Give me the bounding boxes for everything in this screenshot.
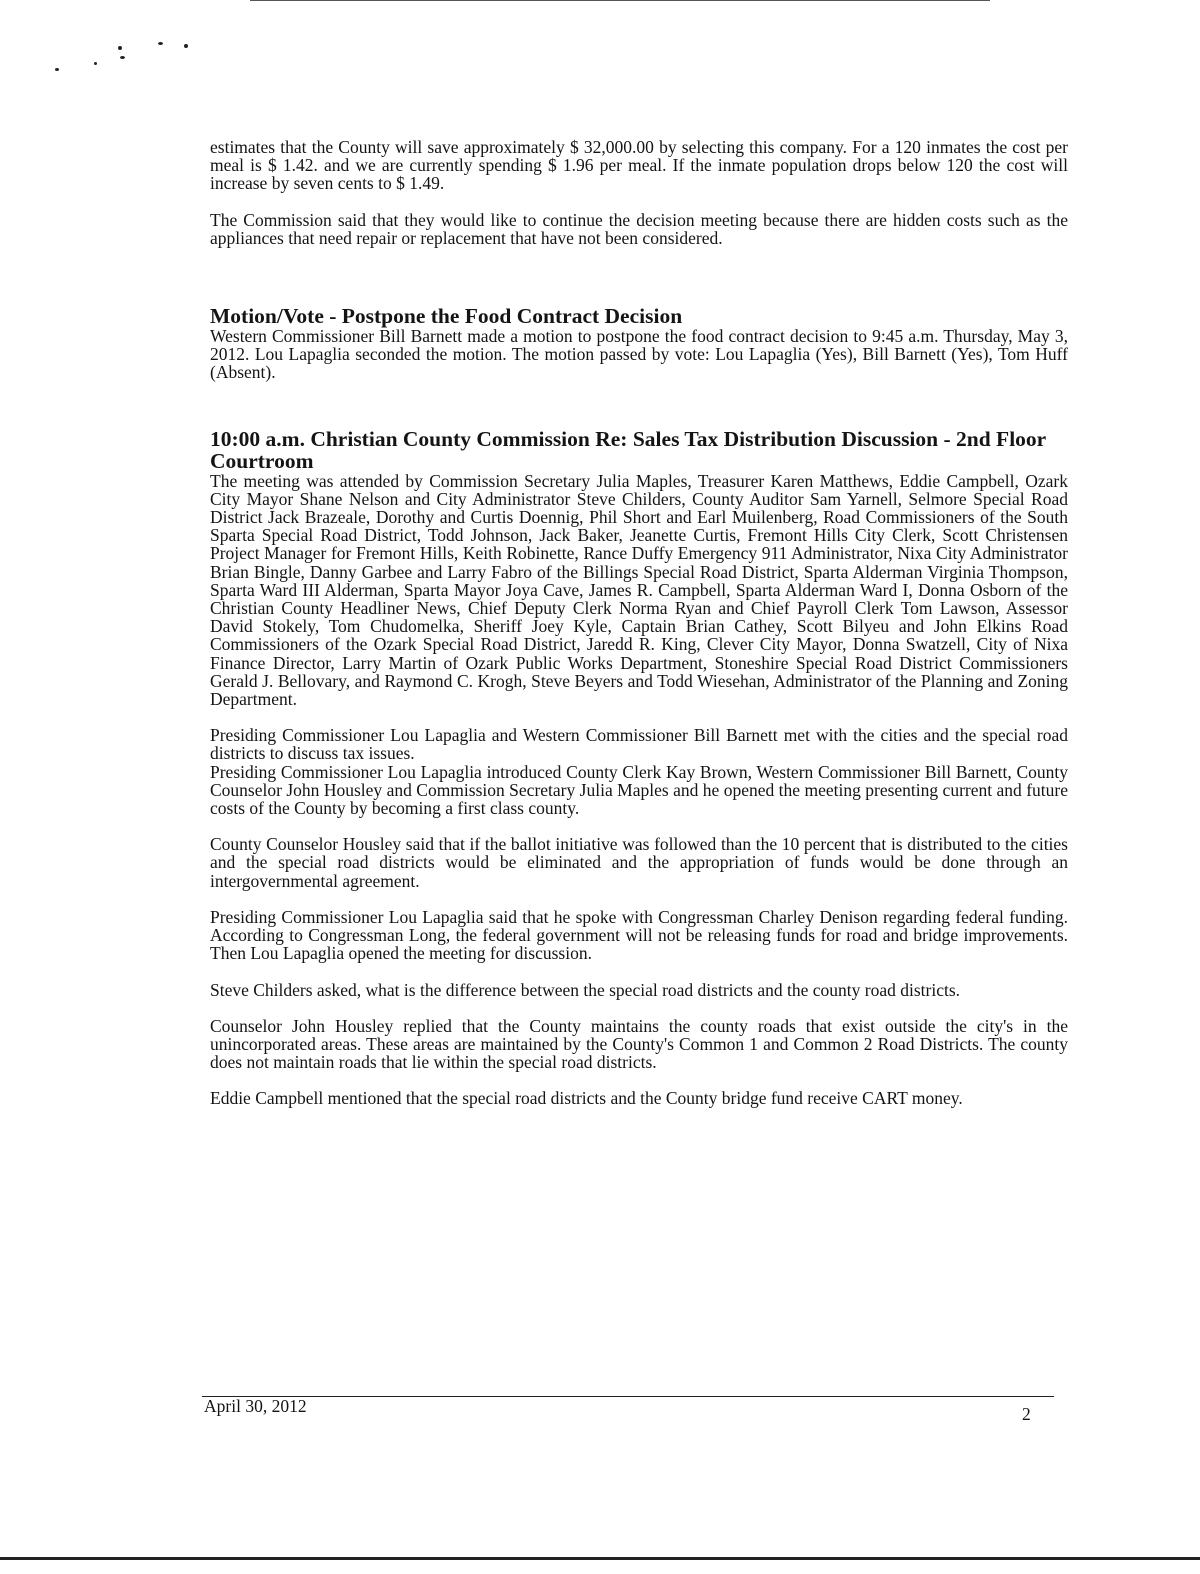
meeting-paragraph-reply: Counselor John Housley replied that the County maintains the county roads that exist outside the city's in the unincorporated areas. These areas are maintained by the County's Common 1 and Common 2 Road Districts. The county does not maintain roads that lie within the special road districts.	[210, 1015, 1068, 1073]
scan-speck	[120, 56, 125, 59]
bottom-edge-rule	[0, 1557, 1200, 1560]
scan-speck	[94, 62, 97, 65]
attendees-paragraph: The meeting was attended by Commission Secretary Julia Maples, Treasurer Karen Matthews, Eddie Campbell, Ozark City Mayor Shane Nelson and City Administrator Steve Childers, County Auditor Sam Yarnell, Selmore Special Road District Jack Brazeale, Dorothy and Curtis Doennig, Phil Short and Earl Muilenberg, Road Commissioners of the South Sparta Special Road District, Todd Johnson, Jack Baker, Jeanette Curtis, Fremont Hills City Clerk, Scott Christensen Project Manager for Fremont Hills, Keith Robinette, Rance Duffy Emergency 911 Administrator, Nixa City Administrator Brian Bingle, Danny Garbee and Larry Fabro of the Billings Special Road District, Sparta Alderman Virginia Thompson, Sparta Ward III Alderman, Sparta Mayor Joya Cave, James R. Campbell, Sparta Alderman Ward I, Donna Osborn of the Christian County Headliner News, Chief Deputy Clerk Norma Ryan and Chief Payroll Clerk Tom Lawson, Assessor David Stokely, Tom Chudomelka, Sheriff Joey Kyle, Captain Brian Cathey, Scott Bilyeu and John Elkins Road Commissioners of the Ozark Special Road District, Jaredd R. King, Clever City Mayor, Donna Swatzell, City of Nixa Finance Director, Larry Martin of Ozark Public Works Department, Stoneshire Special Road District Commissioners Gerald J. Bellovary, and Raymond C. Krogh, Steve Beyers and Todd Wiesehan, Administrator of the Planning and Zoning Department.	[210, 470, 1068, 710]
meeting-paragraph-federal-funding: Presiding Commissioner Lou Lapaglia said that he spoke with Congressman Charley Denison regarding federal funding. According to Congressman Long, the federal government will not be releasing funds for road and bridge improvements. Then Lou Lapaglia opened the meeting for discussion.	[210, 906, 1068, 964]
top-edge-rule	[250, 0, 990, 1]
scan-speck	[158, 42, 163, 45]
page-number: 2	[1022, 1404, 1031, 1424]
meeting-paragraph-ballot: County Counselor Housley said that if the ballot initiative was followed than the 10 percent that is distributed to the cities and the special road districts would be eliminated and the appropriation of funds would be done through an intergovernmental agreement.	[210, 834, 1068, 891]
scan-speck	[184, 44, 188, 48]
meeting-paragraph-intro: Presiding Commissioner Lou Lapaglia and Western Commissioner Bill Barnett met with the cities and the special road districts to discuss tax issues.	[210, 725, 1068, 764]
scan-speck	[55, 68, 59, 71]
meeting-heading: 10:00 a.m. Christian County Commission Re: Sales Tax Distribution Discussion - 2nd Floor Courtroom	[210, 426, 1046, 473]
intro-paragraph-hidden-costs: The Commission said that they would like to continue the decision meeting because there are hidden costs such as the appliances that need repair or replacement that have not been considered.	[210, 209, 1068, 248]
footer-rule	[202, 1396, 1054, 1397]
intro-paragraph-cost-estimate: estimates that the County will save approximately $ 32,000.00 by selecting this company. For a 120 inmates the cost per meal is $ 1.42. and we are currently spending $ 1.96 per meal. If the inmate population drops below 120 the cost will increase by seven cents to $ 1.49.	[210, 137, 1068, 194]
page-body	[210, 138, 1068, 1108]
scan-speck	[118, 46, 122, 50]
motion-paragraph: Western Commissioner Bill Barnett made a motion to postpone the food contract decision to 9:45 a.m. Thursday, May 3, 2012. Lou Lapaglia seconded the motion. The motion passed by vote: Lou Lapaglia (Yes), Bill Barnett (Yes), Tom Huff (Absent).	[210, 326, 1068, 383]
meeting-paragraph-introductions: Presiding Commissioner Lou Lapaglia introduced County Clerk Kay Brown, Western Commissioner Bill Barnett, County Counselor John Housley and Commission Secretary Julia Maples and he opened the meeting presenting current and future costs of the County by becoming a first class county.	[210, 761, 1068, 819]
meeting-paragraph-cart: Eddie Campbell mentioned that the special road districts and the County bridge fund receive CART money.	[210, 1088, 963, 1109]
meeting-paragraph-question: Steve Childers asked, what is the difference between the special road districts and the county road districts.	[210, 979, 961, 1000]
footer-date: April 30, 2012	[204, 1396, 307, 1416]
motion-heading: Motion/Vote - Postpone the Food Contract Decision	[210, 304, 683, 329]
